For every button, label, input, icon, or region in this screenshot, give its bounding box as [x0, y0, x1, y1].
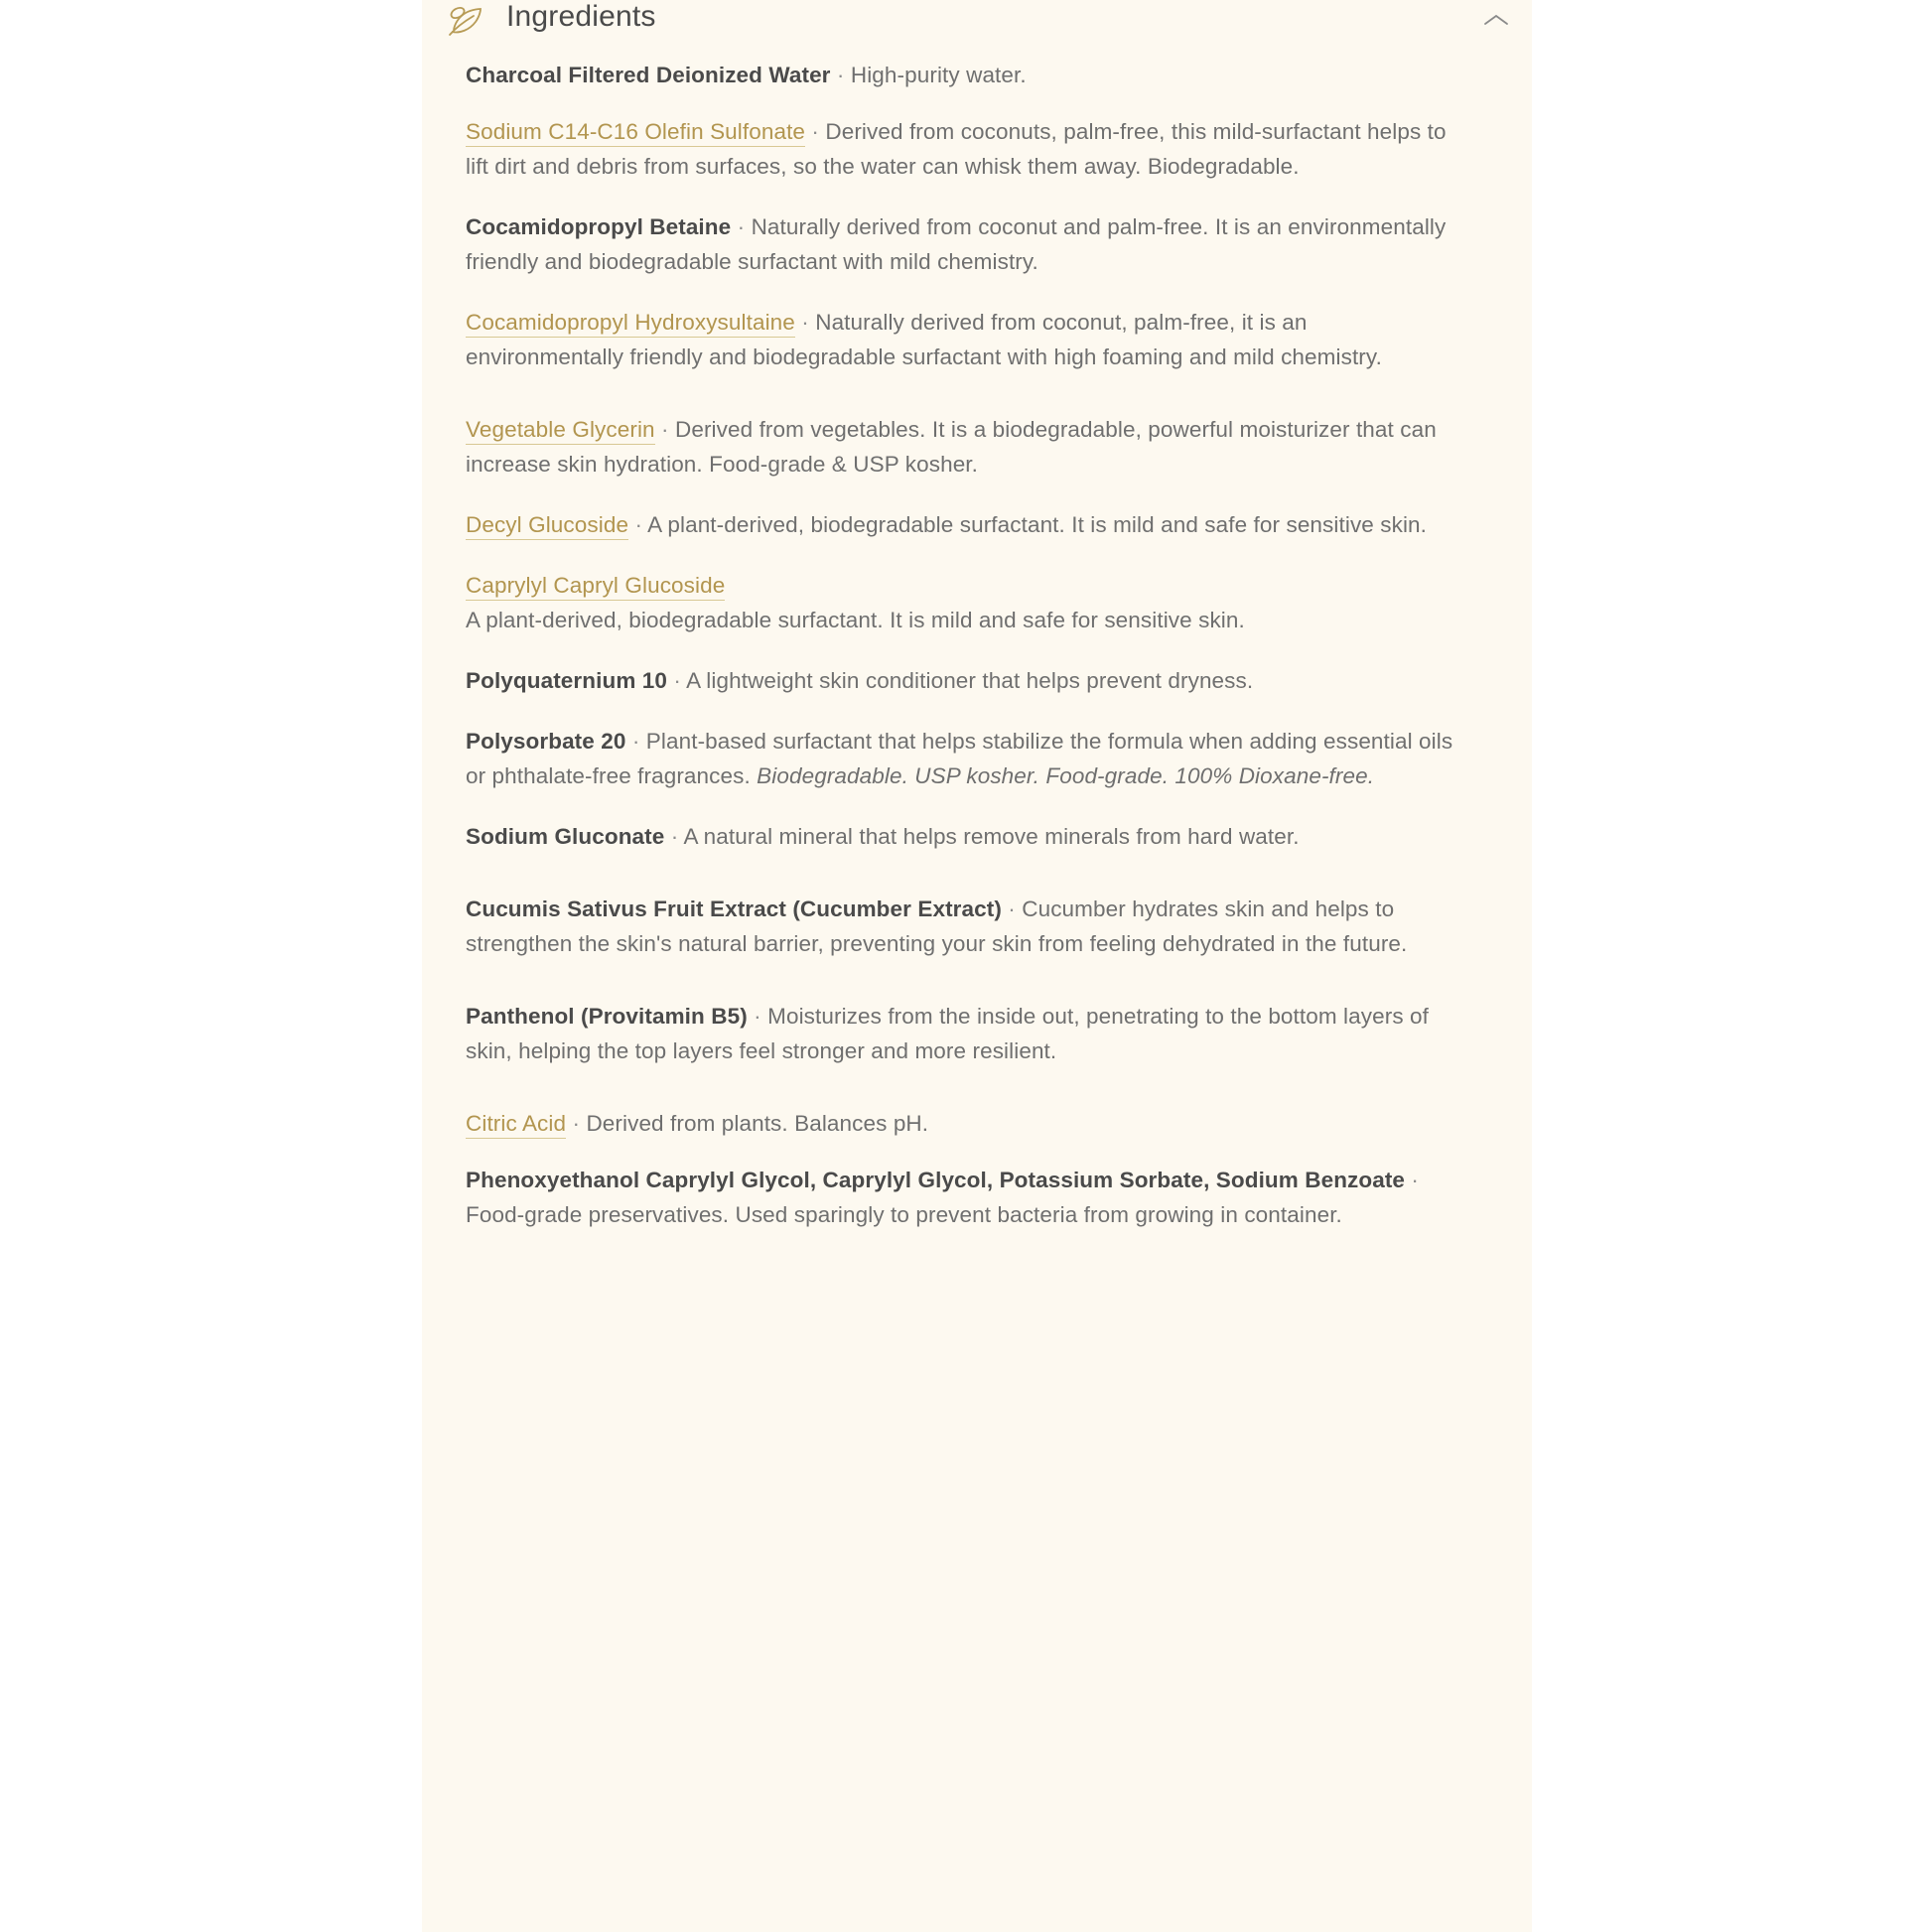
list-item	[466, 1163, 1468, 1232]
ingredient-name: Cucumis Sativus Fruit Extract (Cucumber Extract)	[466, 897, 1002, 921]
ingredient-description: Derived from coconuts, palm-free, this mild-surfactant helps to lift dirt and debris from surfaces, so the water can whisk them away. Biodegradable.	[466, 119, 1447, 179]
ingredients-list	[466, 58, 1488, 1258]
ingredient-separator: ·	[836, 63, 845, 87]
list-item	[466, 819, 1468, 854]
leaf-icon	[448, 4, 489, 38]
list-item	[466, 1106, 1468, 1141]
ingredient-description: A plant-derived, biodegradable surfactant. It is mild and safe for sensitive skin.	[647, 512, 1428, 537]
ingredient-description: Moisturizes from the inside out, penetrating to the bottom layers of skin, helping the top layers feel stronger and more resilient.	[466, 1004, 1429, 1063]
ingredient-description: A plant-derived, biodegradable surfactant. It is mild and safe for sensitive skin.	[466, 608, 1245, 632]
list-item	[466, 58, 1468, 92]
ingredient-name: Panthenol (Provitamin B5)	[466, 1004, 748, 1029]
ingredient-separator: ·	[572, 1111, 581, 1136]
list-item	[466, 999, 1468, 1068]
list-item	[466, 114, 1468, 184]
ingredient-separator: ·	[661, 417, 669, 442]
chevron-up-icon[interactable]	[1482, 12, 1510, 30]
ingredient-separator: ·	[811, 119, 819, 144]
ingredient-name: Sodium Gluconate	[466, 824, 665, 849]
ingredient-name-link[interactable]: Caprylyl Capryl Glucoside	[466, 573, 725, 601]
ingredient-description: High-purity water.	[850, 63, 1027, 87]
ingredient-description: A natural mineral that helps remove minerals from hard water.	[683, 824, 1300, 849]
ingredients-panel	[422, 0, 1532, 1932]
list-item	[466, 724, 1468, 793]
ingredient-name-link[interactable]: Citric Acid	[466, 1111, 566, 1139]
ingredient-separator: ·	[737, 214, 746, 239]
list-item	[466, 507, 1468, 542]
ingredient-description: Food-grade preservatives. Used sparingly to prevent bacteria from growing in container.	[466, 1202, 1342, 1227]
ingredient-name-link[interactable]: Cocamidopropyl Hydroxysultaine	[466, 310, 795, 338]
ingredient-name-link[interactable]: Decyl Glucoside	[466, 512, 628, 540]
ingredient-separator: ·	[801, 310, 809, 335]
ingredient-name: Charcoal Filtered Deionized Water	[466, 63, 831, 87]
ingredient-separator: ·	[1008, 897, 1016, 921]
ingredient-separator: ·	[673, 668, 681, 693]
ingredient-separator: ·	[754, 1004, 761, 1029]
ingredient-description-italic: Biodegradable. USP kosher. Food-grade. 100% Dioxane-free.	[757, 763, 1375, 788]
ingredient-name: Polyquaternium 10	[466, 668, 668, 693]
list-item	[466, 305, 1468, 374]
ingredient-name-link[interactable]: Sodium C14-C16 Olefin Sulfonate	[466, 119, 805, 147]
ingredient-name: Phenoxyethanol Caprylyl Glycol, Caprylyl Glycol, Potassium Sorbate, Sodium Benzoate	[466, 1168, 1406, 1192]
list-item	[466, 209, 1468, 279]
ingredient-separator: ·	[670, 824, 679, 849]
ingredient-description: Plant-based surfactant that helps stabilize the formula when adding essential oils or phthalate-free fragrances.	[466, 729, 1453, 788]
ingredient-description: Derived from plants. Balances pH.	[586, 1111, 929, 1136]
ingredient-description: Naturally derived from coconut, palm-free, it is an environmentally friendly and biodegradable surfactant with high foaming and mild chemistry.	[466, 310, 1382, 369]
ingredients-section-header[interactable]	[422, 0, 1532, 54]
ingredient-description: Derived from vegetables. It is a biodegradable, powerful moisturizer that can increase skin hydration. Food-grade & USP kosher.	[466, 417, 1437, 477]
ingredient-separator: ·	[1411, 1168, 1420, 1192]
ingredient-separator: ·	[634, 512, 643, 537]
list-item	[466, 412, 1468, 482]
ingredient-description: Naturally derived from coconut and palm-free. It is an environmentally friendly and biodegradable surfactant with mild chemistry.	[466, 214, 1447, 274]
list-item	[466, 568, 1468, 637]
list-item	[466, 892, 1468, 961]
ingredient-description: A lightweight skin conditioner that helps prevent dryness.	[686, 668, 1254, 693]
ingredient-separator: ·	[631, 729, 640, 754]
ingredient-name: Cocamidopropyl Betaine	[466, 214, 732, 239]
ingredient-name-link[interactable]: Vegetable Glycerin	[466, 417, 655, 445]
section-title: Ingredients	[506, 0, 656, 33]
ingredient-name: Polysorbate 20	[466, 729, 626, 754]
ingredient-description: Cucumber hydrates skin and helps to strengthen the skin's natural barrier, preventing your skin from feeling dehydrated in the future.	[466, 897, 1408, 956]
list-item	[466, 663, 1468, 698]
